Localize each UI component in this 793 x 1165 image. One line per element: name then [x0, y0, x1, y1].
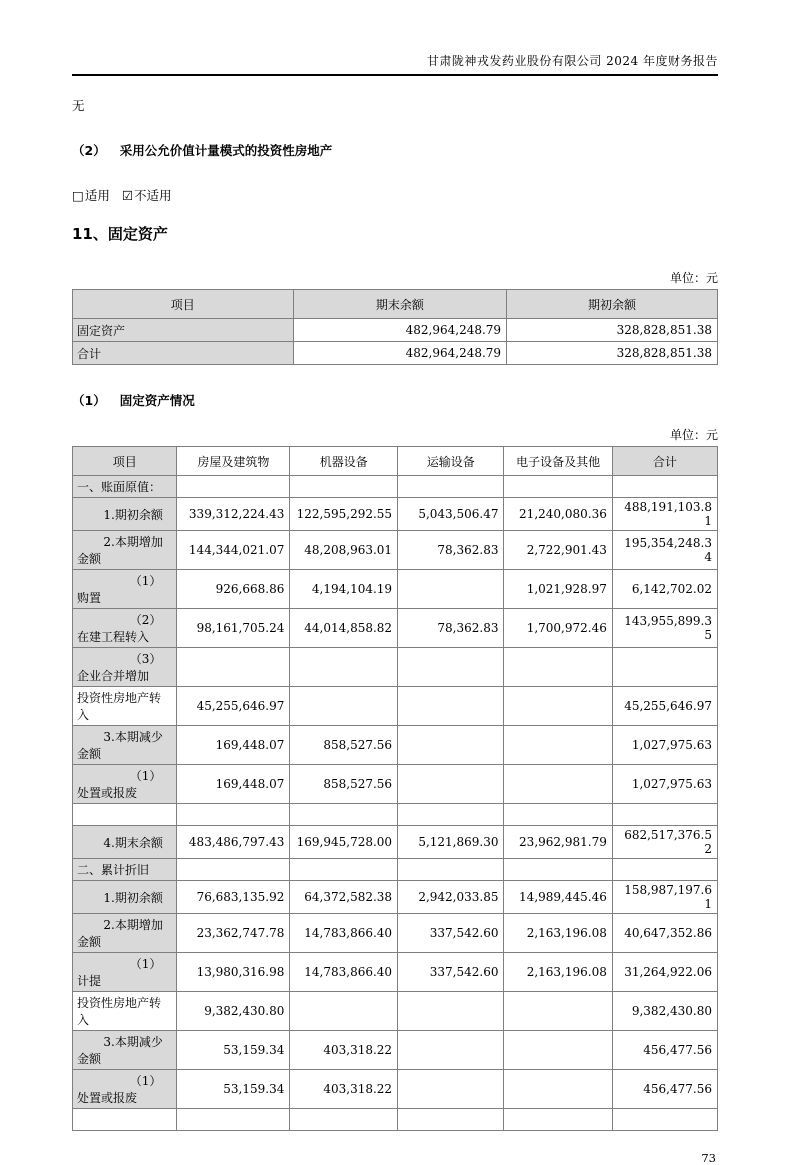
table-row — [73, 914, 718, 953]
table-row — [73, 476, 718, 498]
value-cell — [504, 687, 612, 726]
summary-header-item: 项目 — [73, 290, 294, 319]
table-row — [73, 531, 718, 570]
value-cell — [398, 648, 504, 687]
value-cell: 53,159.34 — [177, 1070, 290, 1109]
table-row — [73, 992, 718, 1031]
value-cell: 1,021,928.97 — [504, 570, 612, 609]
value-cell — [504, 1031, 612, 1070]
value-cell — [612, 859, 717, 881]
table-row — [73, 881, 718, 914]
value-cell: 169,945,728.00 — [290, 826, 398, 859]
value-cell: 48,208,963.01 — [290, 531, 398, 570]
value-cell — [290, 804, 398, 826]
section-2-number: （2） — [72, 143, 106, 158]
value-cell — [177, 859, 290, 881]
applicable-option — [72, 188, 110, 203]
value-cell: 143,955,899.35 — [612, 609, 717, 648]
value-cell: 858,527.56 — [290, 726, 398, 765]
section-2-title: 采用公允价值计量模式的投资性房地产 — [119, 143, 333, 158]
row-label-cell: 1.期初余额 — [73, 498, 177, 531]
applicable-label: 适用 — [84, 188, 110, 203]
value-cell: 76,683,135.92 — [177, 881, 290, 914]
table-row — [73, 1031, 718, 1070]
value-cell: 44,014,858.82 — [290, 609, 398, 648]
value-cell: 98,161,705.24 — [177, 609, 290, 648]
value-cell — [504, 726, 612, 765]
row-label-cell: 4.期末余额 — [73, 826, 177, 859]
row-label-cell: （1）处置或报废 — [73, 1070, 177, 1109]
value-cell: 144,344,021.07 — [177, 531, 290, 570]
detail-header-total: 合计 — [612, 447, 717, 476]
detail-header-buildings: 房屋及建筑物 — [177, 447, 290, 476]
value-cell — [612, 648, 717, 687]
header-divider — [72, 74, 718, 76]
detail-table-header-row — [73, 447, 718, 476]
value-cell — [612, 1109, 717, 1131]
value-cell — [398, 804, 504, 826]
value-cell: 682,517,376.52 — [612, 826, 717, 859]
value-cell: 456,477.56 — [612, 1070, 717, 1109]
value-cell — [612, 476, 717, 498]
value-cell: 21,240,080.36 — [504, 498, 612, 531]
value-cell: 14,783,866.40 — [290, 914, 398, 953]
checkbox-checked-icon: ☑ — [121, 188, 134, 203]
none-paragraph: 无 — [72, 98, 85, 113]
value-cell: 31,264,922.06 — [612, 953, 717, 992]
value-cell: 45,255,646.97 — [177, 687, 290, 726]
value-cell — [398, 1070, 504, 1109]
value-cell — [290, 992, 398, 1031]
value-cell: 5,043,506.47 — [398, 498, 504, 531]
section-2-heading — [72, 141, 718, 159]
row-label-cell: （3）企业合并增加 — [73, 648, 177, 687]
value-cell — [398, 992, 504, 1031]
row-label-cell: 固定资产 — [73, 319, 294, 342]
row-label-cell: 二、累计折旧 — [73, 859, 177, 881]
value-cell: 6,142,702.02 — [612, 570, 717, 609]
row-label-cell: 2.本期增加金额 — [73, 531, 177, 570]
row-label-cell: 3.本期减少金额 — [73, 1031, 177, 1070]
value-cell: 14,989,445.46 — [504, 881, 612, 914]
value-cell — [504, 859, 612, 881]
value-cell: 1,027,975.63 — [612, 726, 717, 765]
row-label-cell: 合计 — [73, 342, 294, 365]
value-cell — [504, 1070, 612, 1109]
table-row — [73, 687, 718, 726]
row-label-cell: 1.期初余额 — [73, 881, 177, 914]
table-row — [73, 826, 718, 859]
report-header-title: 甘肃陇神戎发药业股份有限公司 2024 年度财务报告 — [426, 54, 718, 68]
table-row — [73, 1070, 718, 1109]
value-cell: 488,191,103.81 — [612, 498, 717, 531]
row-label-cell: （1）购置 — [73, 570, 177, 609]
value-cell: 339,312,224.43 — [177, 498, 290, 531]
value-cell: 337,542.60 — [398, 914, 504, 953]
value-cell — [504, 1109, 612, 1131]
value-cell — [398, 859, 504, 881]
table-row — [73, 342, 718, 365]
value-cell: 2,163,196.08 — [504, 953, 612, 992]
value-cell: 53,159.34 — [177, 1031, 290, 1070]
value-cell — [504, 476, 612, 498]
value-cell: 2,163,196.08 — [504, 914, 612, 953]
value-cell: 858,527.56 — [290, 765, 398, 804]
value-cell: 78,362.83 — [398, 609, 504, 648]
summary-header-opening: 期初余额 — [507, 290, 718, 319]
row-label-cell — [73, 1109, 177, 1131]
value-cell: 23,962,981.79 — [504, 826, 612, 859]
unit-label-1: 单位：元 — [669, 271, 718, 285]
value-cell — [398, 726, 504, 765]
value-cell: 9,382,430.80 — [177, 992, 290, 1031]
not-applicable-option — [122, 188, 172, 203]
section-11-1-number: （1） — [72, 393, 106, 408]
row-label-cell: （1）处置或报废 — [73, 765, 177, 804]
value-cell — [290, 859, 398, 881]
row-label-cell: 一、账面原值： — [73, 476, 177, 498]
table-row — [73, 726, 718, 765]
value-cell: 4,194,104.19 — [290, 570, 398, 609]
value-cell: 45,255,646.97 — [612, 687, 717, 726]
value-cell — [504, 765, 612, 804]
page-number: 73 — [701, 1151, 716, 1165]
value-cell: 195,354,248.34 — [612, 531, 717, 570]
detail-header-machinery: 机器设备 — [290, 447, 398, 476]
table-row — [73, 648, 718, 687]
checkbox-unchecked-icon: □ — [72, 188, 84, 203]
value-cell — [177, 804, 290, 826]
not-applicable-label: 不适用 — [134, 188, 172, 203]
value-cell: 456,477.56 — [612, 1031, 717, 1070]
value-cell — [398, 476, 504, 498]
table-row — [73, 498, 718, 531]
fixed-assets-summary-table — [72, 289, 718, 365]
value-cell — [290, 476, 398, 498]
detail-header-item: 项目 — [73, 447, 177, 476]
value-cell — [398, 1109, 504, 1131]
section-11-1-title: 固定资产情况 — [119, 393, 195, 408]
value-cell: 482,964,248.79 — [293, 342, 506, 365]
summary-header-closing: 期末余额 — [293, 290, 506, 319]
row-label-cell: 2.本期增加金额 — [73, 914, 177, 953]
value-cell: 403,318.22 — [290, 1070, 398, 1109]
value-cell: 1,027,975.63 — [612, 765, 717, 804]
detail-header-electronics: 电子设备及其他 — [504, 447, 612, 476]
detail-header-transport: 运输设备 — [398, 447, 504, 476]
value-cell: 78,362.83 — [398, 531, 504, 570]
value-cell: 122,595,292.55 — [290, 498, 398, 531]
table-row — [73, 804, 718, 826]
value-cell: 337,542.60 — [398, 953, 504, 992]
value-cell — [612, 804, 717, 826]
value-cell — [398, 687, 504, 726]
applicability-line — [72, 186, 718, 204]
value-cell — [398, 570, 504, 609]
value-cell: 328,828,851.38 — [507, 319, 718, 342]
value-cell — [177, 476, 290, 498]
value-cell: 64,372,582.38 — [290, 881, 398, 914]
section-11-1-heading — [72, 391, 718, 409]
value-cell: 2,722,901.43 — [504, 531, 612, 570]
value-cell: 169,448.07 — [177, 765, 290, 804]
value-cell: 9,382,430.80 — [612, 992, 717, 1031]
value-cell — [177, 648, 290, 687]
unit-label-2: 单位：元 — [669, 428, 718, 442]
summary-table-header-row — [73, 290, 718, 319]
value-cell: 169,448.07 — [177, 726, 290, 765]
value-cell: 482,964,248.79 — [293, 319, 506, 342]
value-cell: 23,362,747.78 — [177, 914, 290, 953]
row-label-cell: 投资性房地产转入 — [73, 992, 177, 1031]
table-row — [73, 859, 718, 881]
value-cell — [177, 1109, 290, 1131]
value-cell: 403,318.22 — [290, 1031, 398, 1070]
value-cell: 1,700,972.46 — [504, 609, 612, 648]
row-label-cell — [73, 804, 177, 826]
value-cell: 5,121,869.30 — [398, 826, 504, 859]
row-label-cell: （2）在建工程转入 — [73, 609, 177, 648]
table-row — [73, 609, 718, 648]
value-cell — [398, 1031, 504, 1070]
table-row — [73, 319, 718, 342]
value-cell — [290, 648, 398, 687]
value-cell — [504, 804, 612, 826]
value-cell: 40,647,352.86 — [612, 914, 717, 953]
value-cell — [504, 992, 612, 1031]
value-cell: 13,980,316.98 — [177, 953, 290, 992]
row-label-cell: 投资性房地产转入 — [73, 687, 177, 726]
fixed-assets-detail-table — [72, 446, 718, 1131]
value-cell — [504, 648, 612, 687]
value-cell: 328,828,851.38 — [507, 342, 718, 365]
row-label-cell: 3.本期减少金额 — [73, 726, 177, 765]
table-row — [73, 570, 718, 609]
value-cell — [398, 765, 504, 804]
value-cell: 926,668.86 — [177, 570, 290, 609]
table-row — [73, 1109, 718, 1131]
value-cell: 14,783,866.40 — [290, 953, 398, 992]
table-row — [73, 953, 718, 992]
value-cell — [290, 687, 398, 726]
value-cell: 2,942,033.85 — [398, 881, 504, 914]
section-11-heading: 11、固定资产 — [72, 225, 168, 243]
value-cell: 483,486,797.43 — [177, 826, 290, 859]
value-cell: 158,987,197.61 — [612, 881, 717, 914]
value-cell — [290, 1109, 398, 1131]
row-label-cell: （1）计提 — [73, 953, 177, 992]
table-row — [73, 765, 718, 804]
